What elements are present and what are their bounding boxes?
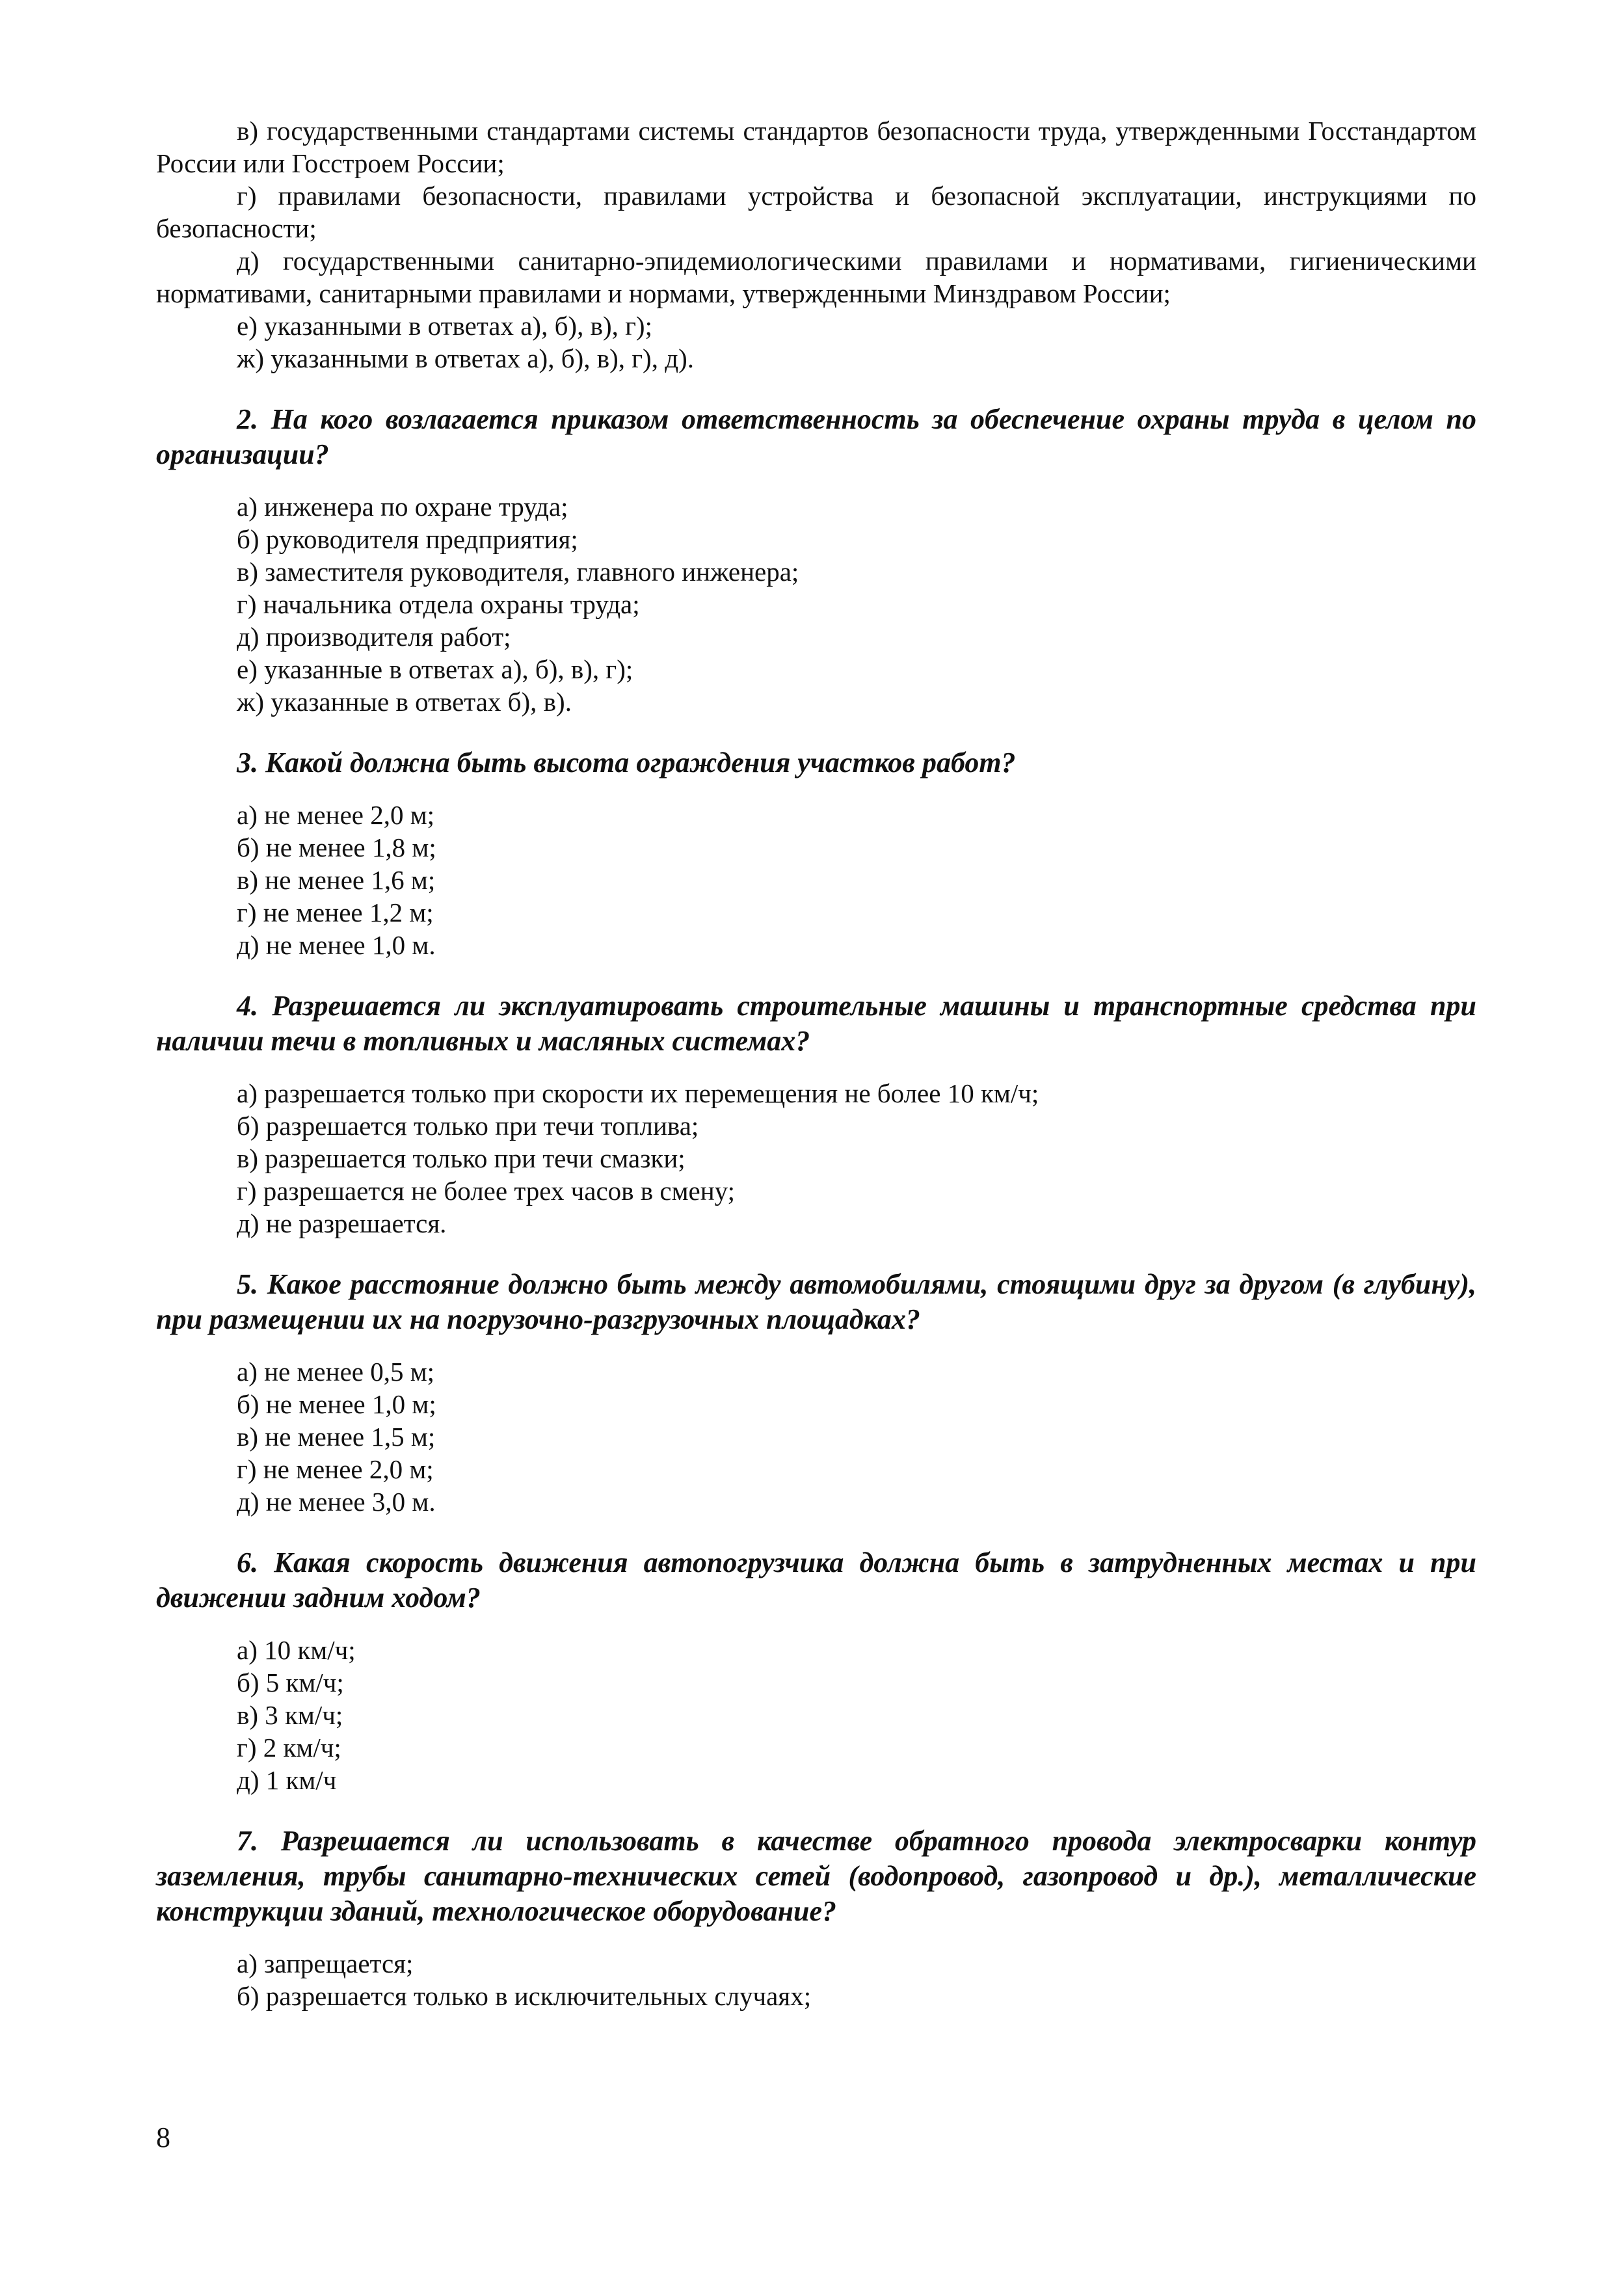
answer-item: д) производителя работ; [237, 622, 511, 652]
page-number: 8 [156, 2122, 170, 2153]
question-text: 5. Какое расстояние должно быть между автомобилями, стоящими друг за другом (в глубину), при размещении их на погрузочно-разгрузочных площадках? [156, 1268, 1476, 1335]
answer-item: а) разрешается только при скорости их перемещения не более 10 км/ч; [237, 1078, 1039, 1108]
answer-item: г) 2 км/ч; [237, 1733, 341, 1763]
question-block [156, 989, 1476, 1240]
question-block [156, 745, 1476, 961]
question-block [156, 1267, 1476, 1518]
answer-item: в) разрешается только при течи смазки; [237, 1143, 686, 1173]
answer-item: а) запрещается; [237, 1949, 414, 1978]
answer-item: д) не менее 1,0 м. [237, 930, 436, 960]
question-text: 4. Разрешается ли эксплуатировать строительные машины и транспортные средства при наличии течи в топливных и масляных системах? [156, 990, 1476, 1057]
question-text: 3. Какой должна быть высота ограждения участков работ? [237, 747, 1016, 778]
answer-item: в) не менее 1,5 м; [237, 1422, 436, 1452]
question-text: 7. Разрешается ли использовать в качестве обратного провода электросварки контур заземления, трубы санитарно-технических сетей (водопровод, газопровод и др.), металлические конструкции зданий, технологическое оборудование? [156, 1825, 1476, 1927]
answer-item: ж) указанными в ответах а), б), в), г), д). [237, 343, 694, 373]
answer-item: б) руководителя предприятия; [237, 524, 578, 554]
answer-item: г) не менее 2,0 м; [237, 1454, 434, 1484]
answer-item: в) 3 км/ч; [237, 1700, 343, 1730]
answer-item: г) разрешается не более трех часов в смену; [237, 1176, 736, 1206]
answer-item: в) государственными стандартами системы стандартов безопасности труда, утвержденными Госстандартом России или Госстроем России; [156, 116, 1476, 178]
question-text: 2. На кого возлагается приказом ответственность за обеспечение охраны труда в целом по организации? [156, 403, 1476, 470]
answer-item: д) не менее 3,0 м. [237, 1487, 436, 1517]
answer-item: б) разрешается только при течи топлива; [237, 1111, 699, 1141]
answer-item: е) указанные в ответах а), б), в), г); [237, 654, 633, 684]
answer-item: г) не менее 1,2 м; [237, 898, 434, 927]
answer-item: ж) указанные в ответах б), в). [237, 687, 572, 717]
question-block [156, 1545, 1476, 1796]
answer-item: б) разрешается только в исключительных случаях; [237, 1981, 812, 2011]
question-block [156, 1824, 1476, 2012]
answer-item: в) не менее 1,6 м; [237, 865, 436, 895]
question-text: 6. Какая скорость движения автопогрузчика должна быть в затрудненных местах и при движении задним ходом? [156, 1547, 1476, 1614]
answer-item: б) 5 км/ч; [237, 1668, 344, 1697]
answer-item: е) указанными в ответах а), б), в), г); [237, 311, 652, 341]
answer-item: а) не менее 2,0 м; [237, 800, 435, 830]
page-content [156, 114, 1476, 2012]
answer-item: д) 1 км/ч [237, 1765, 337, 1795]
answer-item: г) начальника отдела охраны труда; [237, 589, 640, 619]
answer-item: а) не менее 0,5 м; [237, 1357, 435, 1387]
intro-answers [156, 114, 1476, 375]
answer-item: д) не разрешается. [237, 1208, 447, 1238]
answer-item: б) не менее 1,8 м; [237, 832, 436, 862]
answer-item: а) инженера по охране труда; [237, 492, 568, 522]
answer-item: д) государственными санитарно-эпидемиологическими правилами и нормативами, гигиеническими нормативами, санитарными правилами и нормами, утвержденными Минздравом России; [156, 246, 1476, 308]
answer-item: б) не менее 1,0 м; [237, 1389, 436, 1419]
question-block [156, 402, 1476, 718]
answer-item: а) 10 км/ч; [237, 1635, 356, 1665]
answer-item: г) правилами безопасности, правилами устройства и безопасной эксплуатации, инструкциями по безопасности; [156, 181, 1476, 243]
answer-item: в) заместителя руководителя, главного инженера; [237, 557, 799, 587]
